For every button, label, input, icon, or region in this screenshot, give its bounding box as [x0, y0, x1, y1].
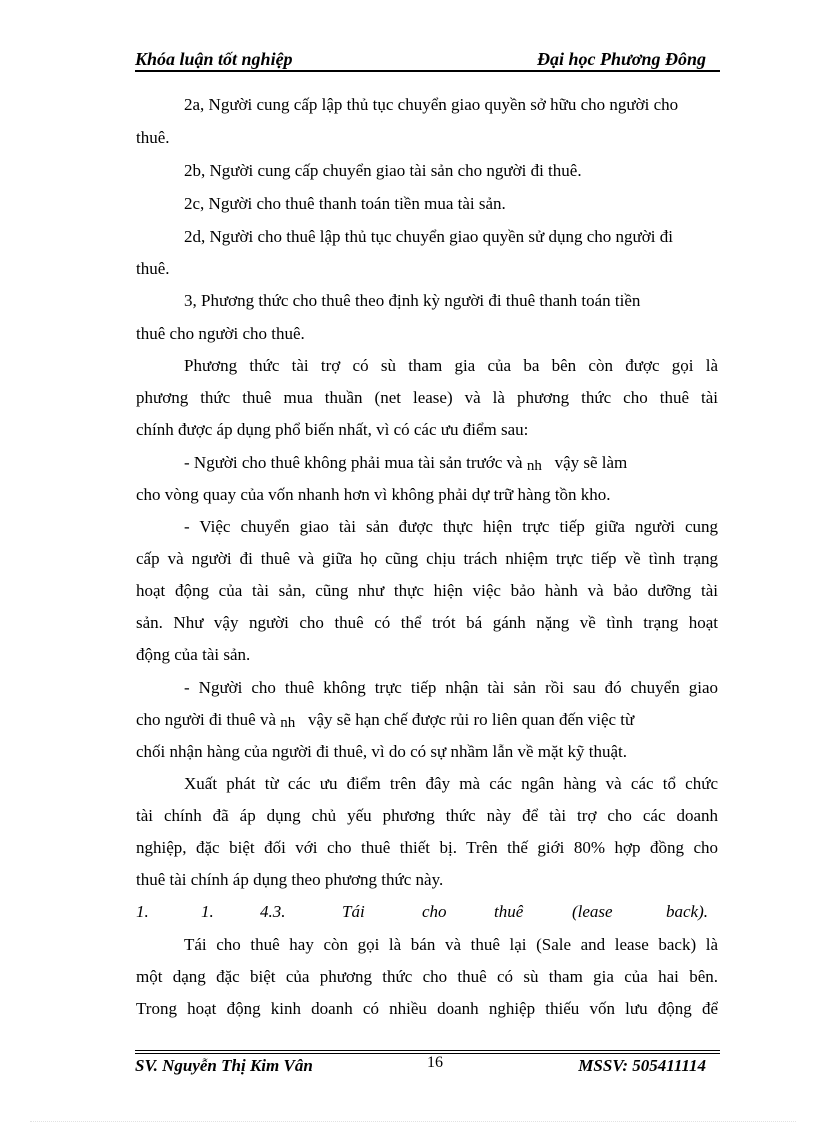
text-line: hoạt động của tài sản, cũng như thực hiện việc bảo hành và bảo dưỡng tài — [136, 581, 718, 600]
text-line: Trong hoạt động kinh doanh có nhiều doanh nghiệp thiếu vốn lưu động để — [136, 999, 718, 1018]
text-line: sản. Như vậy người cho thuê có thể trót bá gánh nặng về tình trạng hoạt — [136, 613, 718, 632]
page-number: 16 — [427, 1054, 443, 1071]
text-line: 2c, Người cho thuê thanh toán tiền mua tài sản. — [184, 194, 506, 213]
text-line: 3, Phương thức cho thuê theo định kỳ người đi thuê thanh toán tiền — [184, 291, 641, 310]
text-line: 2b, Người cung cấp chuyển giao tài sản cho người đi thuê. — [184, 161, 582, 180]
text-line: tài chính đã áp dụng chủ yếu phương thức này để tài trợ cho các doanh — [136, 806, 718, 825]
text-segment: nh — [526, 458, 542, 474]
heading-number: 1. — [201, 902, 214, 921]
text-line: động của tài sản. — [136, 645, 251, 664]
text-line: Phương thức tài trợ có sù tham gia của ba bên còn được gọi là — [184, 356, 718, 375]
footer-student-name: SV. Nguyễn Thị Kim Vân — [135, 1056, 313, 1075]
footer-rule — [135, 1050, 720, 1051]
footer-student-id: MSSV: 505411114 — [578, 1056, 706, 1075]
text-line: thuê tài chính áp dụng theo phương thức này. — [136, 870, 444, 889]
text-segment: nh — [280, 715, 296, 731]
text-line: 2a, Người cung cấp lập thủ tục chuyển giao quyền sở hữu cho người cho — [184, 95, 679, 114]
heading-number: 1. — [136, 902, 149, 921]
text-line: thuê cho người cho thuê. — [136, 324, 305, 343]
text-line: nghiệp, đặc biệt đối với cho thuê thiết bị. Trên thế giới 80% hợp đồng cho — [136, 838, 718, 857]
text-line: chối nhận hàng của người đi thuê, vì do có sự nhầm lẫn về mặt kỹ thuật. — [136, 742, 628, 761]
page-footer — [135, 1055, 720, 1077]
text-line: - Việc chuyển giao tài sản được thực hiện trực tiếp giữa người cung — [184, 517, 718, 536]
heading-word: cho — [422, 902, 447, 921]
text-segment: vậy sẽ làm — [554, 453, 628, 472]
heading-word: back). — [666, 902, 709, 921]
text-line: thuê. — [136, 259, 170, 278]
text-segment: vậy sẽ hạn chế được rủi ro liên quan đến việc từ — [308, 710, 635, 729]
text-line: - Người cho thuê không trực tiếp nhận tài sản rồi sau đó chuyển giao — [184, 678, 718, 697]
heading-number: 4.3. — [260, 902, 286, 921]
text-line: một dạng đặc biệt của phương thức cho thuê có sù tham gia của hai bên. — [136, 967, 718, 986]
text-line: cho vòng quay của vốn nhanh hơn vì không phải dự trữ hàng tồn kho. — [136, 485, 611, 504]
page-header — [135, 48, 720, 72]
text-line — [184, 452, 718, 475]
header-university: Đại học Phương Đông — [537, 49, 706, 69]
text-segment: - Người cho thuê không phải mua tài sản trước và — [184, 453, 523, 472]
text-line: Xuất phát từ các ưu điểm trên đây mà các ngân hàng và các tổ chức — [184, 774, 718, 793]
heading-word: Tái — [342, 902, 365, 921]
text-line: 2d, Người cho thuê lập thủ tục chuyển giao quyền sử dụng cho người đi — [184, 227, 673, 246]
text-line: cấp và người đi thuê và giữa họ cũng chịu trách nhiệm trực tiếp về tình trạng — [136, 549, 718, 568]
page-edge-divider — [30, 1121, 796, 1122]
text-line: chính được áp dụng phổ biến nhất, vì có các ưu điểm sau: — [136, 420, 529, 439]
header-thesis-title: Khóa luận tốt nghiệp — [135, 49, 293, 69]
heading-word: (lease — [572, 902, 613, 921]
text-line: Tái cho thuê hay còn gọi là bán và thuê lại (Sale and lease back) là — [184, 935, 718, 954]
text-line — [136, 709, 718, 732]
text-line: phương thức thuê mua thuần (net lease) và là phương thức cho thuê tài — [136, 388, 718, 407]
text-line: thuê. — [136, 128, 170, 147]
heading-word: thuê — [494, 902, 524, 921]
text-segment: cho người đi thuê và — [136, 710, 277, 729]
